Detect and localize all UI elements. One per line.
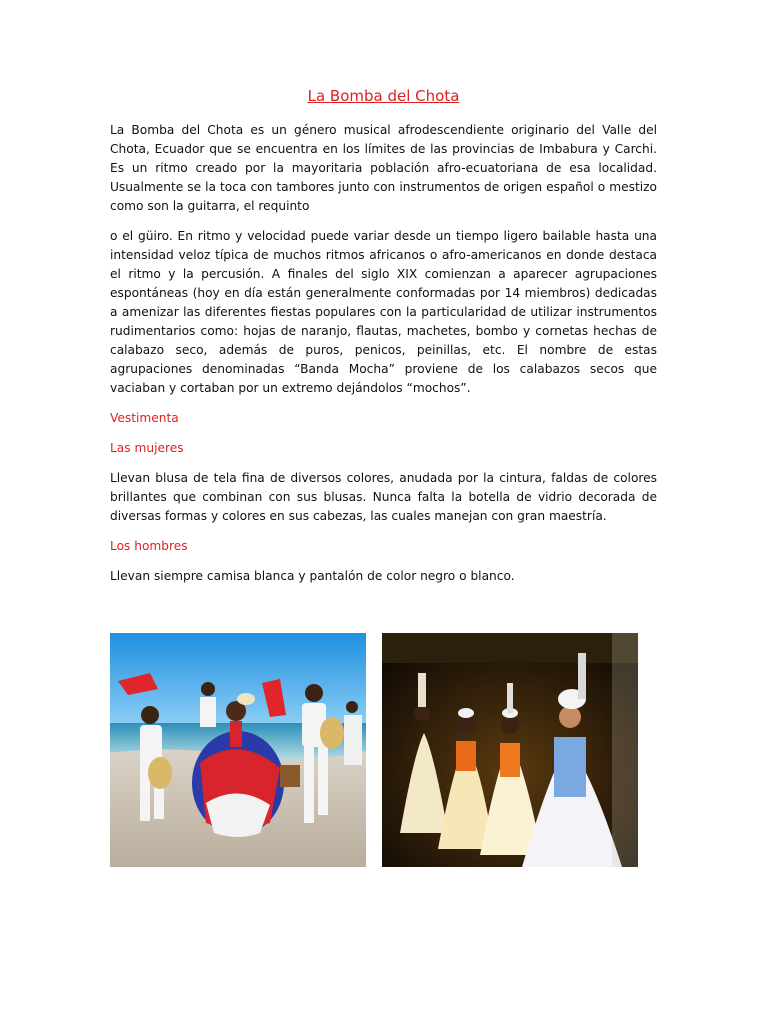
men-paragraph: Llevan siempre camisa blanca y pantalón de color negro o blanco. (110, 569, 515, 583)
intro-paragraph: La Bomba del Chota es un género musical afrodescendiente originario del Valle del Chota, Ecuador que se encuentra en los límites de las provincias de Imbabura y Carchi. Es un ritmo creado por la mayoritaria población afro-ecuatoriana de esa localidad. Usualmente se la toca con tambores junto con instrumentos de origen español o mestizo como son la guitarra, el requinto (110, 123, 657, 213)
photo-row (110, 633, 638, 867)
document-body (110, 87, 657, 597)
photo-beach-dancers (110, 633, 366, 867)
section-heading-vestimenta: Vestimenta (110, 411, 179, 425)
history-paragraph: o el güiro. En ritmo y velocidad puede variar desde un tiempo ligero bailable hasta una intensidad veloz típica de muchos ritmos africanos o afro-americanos en donde destaca el ritmo y la percusión. A finales del siglo XIX comienzan a aparecer agrupaciones espontáneas (hoy en día están generalmente conformadas por 14 miembros) dedicadas a amenizar las diferentes fiestas populares con la particularidad de utilizar instrumentos rudimentarios como: hojas de naranjo, flautas, machetes, bombo y cornetas hechas de calabazo seco, además de puros, penicos, peinillas, etc. El nombre de estas agrupaciones denominadas “Banda Mocha” proviene de los calabazos secos que vaciaban y cortaban por un extremo dejándolos “mochos”. (110, 229, 657, 395)
subheading-men: Los hombres (110, 539, 188, 553)
subheading-women: Las mujeres (110, 441, 184, 455)
photo-stage-dancers (382, 633, 638, 867)
women-paragraph: Llevan blusa de tela fina de diversos colores, anudada por la cintura, faldas de colores brillantes que combinan con sus blusas. Nunca falta la botella de vidrio decorada de diversas formas y colores en sus cabezas, las cuales manejan con gran maestría. (110, 471, 657, 523)
document-title: La Bomba del Chota (307, 87, 460, 105)
